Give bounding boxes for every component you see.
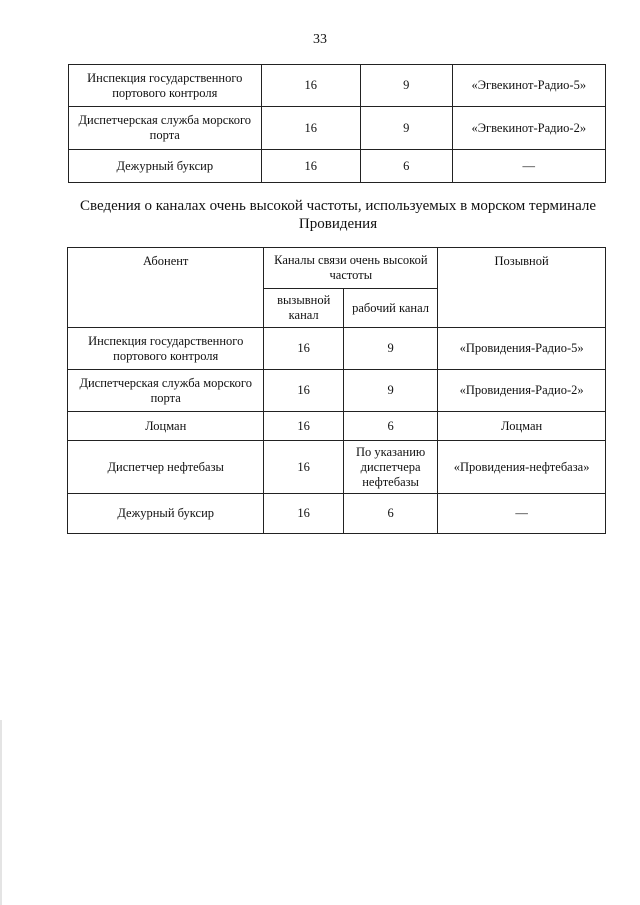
table-row (69, 107, 606, 150)
work-channel-cell: 9 (343, 370, 437, 412)
table-row (68, 441, 606, 494)
table-row (68, 494, 606, 534)
call-channel-cell: 16 (261, 150, 360, 183)
callsign-cell: Лоцман (438, 412, 606, 441)
call-channel-cell: 16 (261, 65, 360, 107)
call-channel-cell: 16 (264, 328, 344, 370)
table-top (68, 64, 606, 183)
table-row (68, 328, 606, 370)
header-channels: Каналы связи очень высокой частоты (264, 248, 438, 289)
subscriber-cell: Диспетчер нефтебазы (68, 441, 264, 494)
subscriber-cell: Инспекция государственного портового контроля (68, 328, 264, 370)
callsign-cell: — (452, 150, 605, 183)
header-call-channel: вызывной канал (264, 289, 344, 328)
table-row (69, 150, 606, 183)
call-channel-cell: 16 (264, 494, 344, 534)
table-row (68, 412, 606, 441)
callsign-cell: «Провидения-Радио-2» (438, 370, 606, 412)
call-channel-cell: 16 (261, 107, 360, 150)
work-channel-cell: 9 (361, 65, 453, 107)
table-main (67, 247, 606, 534)
callsign-cell: «Провидения-нефтебаза» (438, 441, 606, 494)
work-channel-cell: 6 (343, 412, 437, 441)
callsign-cell: «Эгвекинот-Радио-5» (452, 65, 605, 107)
callsign-cell: «Провидения-Радио-5» (438, 328, 606, 370)
work-channel-cell: По указанию диспетчера нефтебазы (343, 441, 437, 494)
callsign-cell: «Эгвекинот-Радио-2» (452, 107, 605, 150)
work-channel-cell: 6 (361, 150, 453, 183)
section-title: Сведения о каналах очень высокой частоты, используемых в морском терминале Провидения (80, 198, 596, 232)
callsign-cell: — (438, 494, 606, 534)
subscriber-cell: Диспетчерская служба морского порта (68, 370, 264, 412)
scan-edge-shadow (0, 720, 2, 905)
work-channel-cell: 6 (343, 494, 437, 534)
page-number: 33 (313, 32, 327, 47)
subscriber-cell: Инспекция государственного портового контроля (69, 65, 262, 107)
call-channel-cell: 16 (264, 441, 344, 494)
table-row (69, 65, 606, 107)
call-channel-cell: 16 (264, 370, 344, 412)
header-work-channel: рабочий канал (343, 289, 437, 328)
subscriber-cell: Дежурный буксир (69, 150, 262, 183)
subscriber-cell: Лоцман (68, 412, 264, 441)
header-subscriber: Абонент (68, 248, 264, 328)
subscriber-cell: Диспетчерская служба морского порта (69, 107, 262, 150)
header-row (68, 248, 606, 289)
subscriber-cell: Дежурный буксир (68, 494, 264, 534)
call-channel-cell: 16 (264, 412, 344, 441)
table-row (68, 370, 606, 412)
header-callsign: Позывной (438, 248, 606, 328)
work-channel-cell: 9 (343, 328, 437, 370)
work-channel-cell: 9 (361, 107, 453, 150)
